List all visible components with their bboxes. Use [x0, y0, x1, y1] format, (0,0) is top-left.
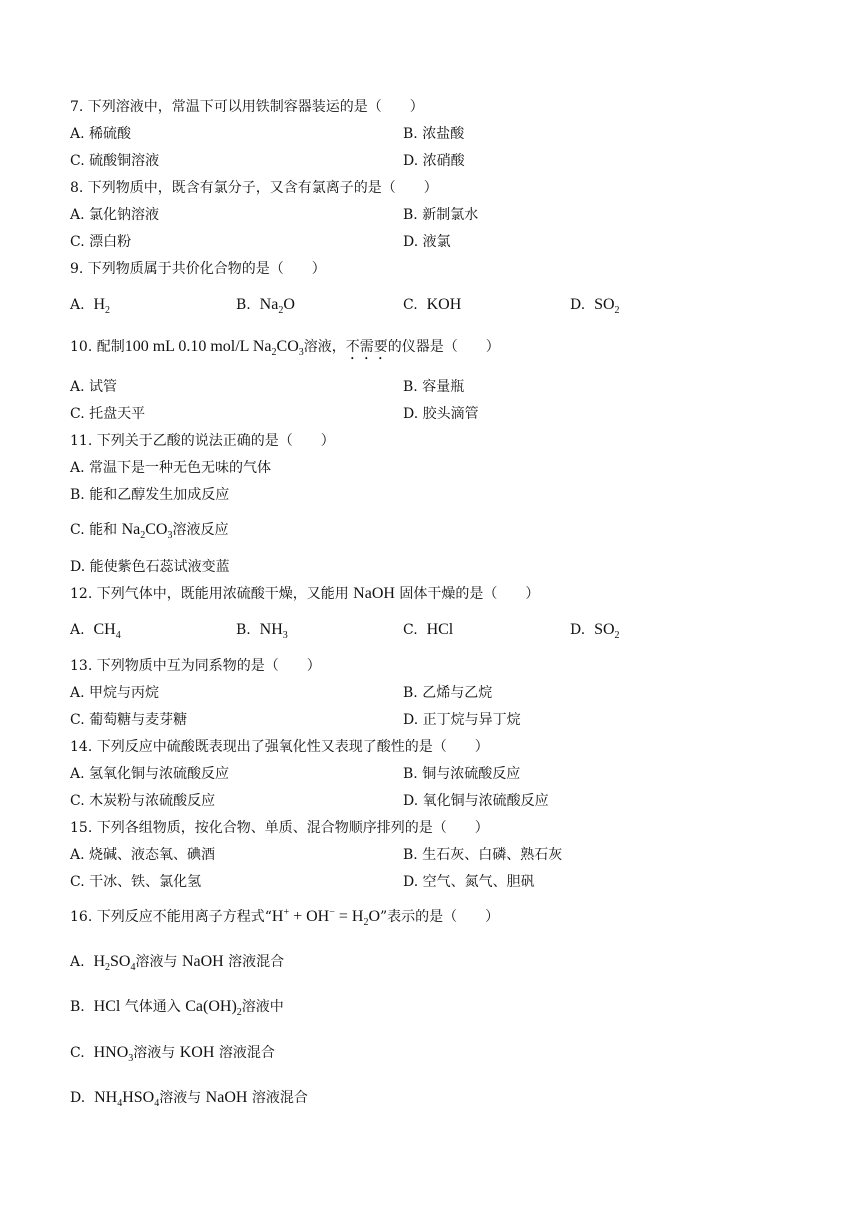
subscript: 3 — [282, 630, 288, 641]
q12-option-b — [236, 620, 288, 640]
question-13-stem: 13. 下列物质中互为同系物的是（ ） — [70, 658, 321, 674]
option-label: C. — [70, 1045, 85, 1061]
formula-text: CH — [93, 621, 116, 638]
question-11-stem: 11. 下列关于乙酸的说法正确的是（ ） — [70, 433, 335, 449]
formula — [185, 998, 242, 1018]
formula-text: CO — [276, 338, 299, 355]
emphasis-text: 不需要 — [345, 339, 388, 355]
subscript: 2 — [614, 305, 620, 316]
formula-text: H — [93, 296, 106, 313]
formula-text: Na — [121, 521, 141, 538]
q13-option-a: A. 甲烷与丙烷 — [70, 685, 160, 701]
option-text: 溶液中 — [241, 999, 284, 1015]
stem-text: 的仪器是（ ） — [387, 339, 500, 355]
subscript: 2 — [105, 962, 111, 973]
option-label: B. — [70, 999, 85, 1015]
formula-text: Ca(OH) — [185, 998, 237, 1015]
formula-text: = H — [334, 908, 364, 925]
formula — [594, 621, 620, 641]
subscript: 4 — [154, 1098, 160, 1109]
q15-option-a: A. 烧碱、液态氧、碘酒 — [70, 847, 216, 863]
formula: NaOH — [205, 1089, 248, 1106]
subscript: 2 — [105, 305, 111, 316]
q7-option-a: A. 稀硫酸 — [70, 126, 132, 142]
question-8-stem: 8. 下列物质中，既含有氯分子，又含有氯离子的是（ ） — [70, 180, 438, 196]
option-text: 溶液反应 — [172, 522, 229, 538]
formula — [94, 1089, 160, 1109]
q7-option-d: D. 浓硝酸 — [403, 153, 465, 169]
stem-text: 10. 配制 — [70, 339, 125, 355]
formula-text: NH — [259, 621, 283, 638]
option-label: D. — [570, 622, 586, 638]
question-10-stem — [70, 337, 500, 363]
subscript: 2 — [614, 630, 620, 641]
q10-option-d: D. 胶头滴管 — [403, 406, 479, 422]
q9-option-b — [236, 295, 295, 315]
question-16-stem — [70, 907, 499, 927]
q11-option-d: D. 能使紫色石蕊试液变蓝 — [70, 559, 230, 575]
formula-text: O — [283, 296, 295, 313]
formula-text: SO — [594, 621, 615, 638]
formula-text: Na — [259, 296, 279, 313]
option-label: B. — [236, 622, 251, 638]
q9-option-c — [403, 295, 461, 315]
formula: HCl — [426, 621, 454, 638]
formula — [121, 521, 173, 541]
q11-option-a: A. 常温下是一种无色无味的气体 — [70, 460, 272, 476]
formula — [124, 338, 304, 358]
formula-text: HSO — [122, 1089, 155, 1106]
q9-option-d — [570, 295, 620, 315]
formula: KOH — [426, 296, 462, 313]
q9-option-a — [70, 295, 110, 315]
q14-option-d: D. 氧化铜与浓硫酸反应 — [403, 793, 549, 809]
formula-text: O — [368, 908, 380, 925]
formula: NaOH — [353, 585, 395, 602]
q13-option-b: B. 乙烯与乙烷 — [403, 685, 493, 701]
subscript: 3 — [128, 1053, 134, 1064]
q14-option-a: A. 氢氧化铜与浓硫酸反应 — [70, 766, 230, 782]
q10-option-b: B. 容量瓶 — [403, 379, 465, 395]
q8-option-b: B. 新制氯水 — [403, 207, 479, 223]
option-text: 溶液混合 — [228, 954, 285, 970]
subscript: 3 — [167, 530, 173, 541]
superscript: + — [283, 907, 290, 918]
formula: HCl — [93, 998, 121, 1015]
option-label: A. — [70, 297, 85, 313]
formula — [259, 296, 295, 316]
formula-text: NH — [94, 1089, 118, 1106]
option-label: D. — [70, 1090, 86, 1106]
ionic-equation — [271, 907, 380, 928]
formula-text: CO — [145, 521, 168, 538]
q8-option-a: A. 氯化钠溶液 — [70, 207, 160, 223]
option-label: A. — [70, 622, 85, 638]
q16-option-b — [70, 997, 284, 1017]
formula-text: H — [93, 953, 106, 970]
option-text: 溶液混合 — [251, 1090, 308, 1106]
q14-option-c: C. 木炭粉与浓硫酸反应 — [70, 793, 216, 809]
question-12-stem — [70, 584, 539, 604]
stem-text: 16. 下列反应不能用离子方程式“ — [70, 909, 272, 925]
formula-text: H — [271, 908, 284, 925]
q16-option-c — [70, 1043, 275, 1063]
q7-option-b: B. 浓盐酸 — [403, 126, 465, 142]
q15-option-d: D. 空气、氮气、胆矾 — [403, 874, 535, 890]
option-text: C. 能和 — [70, 522, 118, 538]
q11-option-b: B. 能和乙醇发生加成反应 — [70, 487, 230, 503]
q7-option-c: C. 硫酸铜溶液 — [70, 153, 160, 169]
stem-text: 固体干燥的是（ ） — [399, 586, 540, 602]
subscript: 2 — [271, 347, 277, 358]
option-label: B. — [236, 297, 251, 313]
formula: NaOH — [181, 953, 224, 970]
formula — [93, 621, 121, 641]
q16-option-a — [70, 952, 284, 972]
q11-option-c — [70, 520, 228, 540]
formula-text: SO — [594, 296, 615, 313]
formula-text: 100 mL 0.10 mol/L Na — [124, 338, 272, 355]
formula — [259, 621, 288, 641]
q12-option-a — [70, 620, 121, 640]
q12-option-c — [403, 620, 453, 640]
option-text: 溶液与 — [135, 954, 178, 970]
q16-option-d — [70, 1088, 308, 1108]
formula — [93, 1044, 134, 1064]
subscript: 2 — [363, 917, 369, 928]
option-label: D. — [570, 297, 586, 313]
q15-option-b: B. 生石灰、白磷、熟石灰 — [403, 847, 563, 863]
q14-option-b: B. 铜与浓硫酸反应 — [403, 766, 521, 782]
option-label: C. — [403, 297, 418, 313]
question-15-stem: 15. 下列各组物质，按化合物、单质、混合物顺序排列的是（ ） — [70, 820, 489, 836]
option-text: 溶液混合 — [218, 1045, 275, 1061]
stem-text: 12. 下列气体中，既能用浓硫酸干燥，又能用 — [70, 586, 349, 602]
question-7-stem: 7. 下列溶液中，常温下可以用铁制容器装运的是（ ） — [70, 99, 424, 115]
q13-option-c: C. 葡萄糖与麦芽糖 — [70, 712, 188, 728]
option-text: 溶液与 — [159, 1090, 202, 1106]
option-label: A. — [70, 954, 85, 970]
subscript: 4 — [117, 1098, 123, 1109]
question-9-stem: 9. 下列物质属于共价化合物的是（ ） — [70, 261, 326, 277]
q10-option-a: A. 试管 — [70, 379, 118, 395]
question-14-stem: 14. 下列反应中硫酸既表现出了强氧化性又表现了酸性的是（ ） — [70, 739, 489, 755]
formula — [594, 296, 620, 316]
subscript: 4 — [130, 962, 136, 973]
option-text: 气体通入 — [124, 999, 181, 1015]
superscript: − — [329, 907, 335, 918]
option-label: C. — [403, 622, 418, 638]
subscript: 2 — [278, 305, 284, 316]
formula-text: SO — [110, 953, 131, 970]
q13-option-d: D. 正丁烷与异丁烷 — [403, 712, 521, 728]
formula — [93, 953, 136, 973]
q8-option-c: C. 漂白粉 — [70, 234, 132, 250]
q8-option-d: D. 液氯 — [403, 234, 451, 250]
q10-option-c: C. 托盘天平 — [70, 406, 146, 422]
formula — [93, 296, 111, 316]
option-text: 溶液与 — [133, 1045, 176, 1061]
subscript: 3 — [298, 347, 304, 358]
formula-text: + OH — [289, 908, 330, 925]
formula: KOH — [179, 1044, 215, 1061]
formula-text: HNO — [93, 1044, 129, 1061]
stem-text: 溶液， — [303, 339, 346, 355]
stem-text: ”表示的是（ ） — [380, 909, 500, 925]
q12-option-d — [570, 620, 620, 640]
q15-option-c: C. 干冰、铁、氯化氢 — [70, 874, 202, 890]
subscript: 2 — [236, 1007, 242, 1018]
subscript: 2 — [140, 530, 146, 541]
subscript: 4 — [115, 630, 121, 641]
